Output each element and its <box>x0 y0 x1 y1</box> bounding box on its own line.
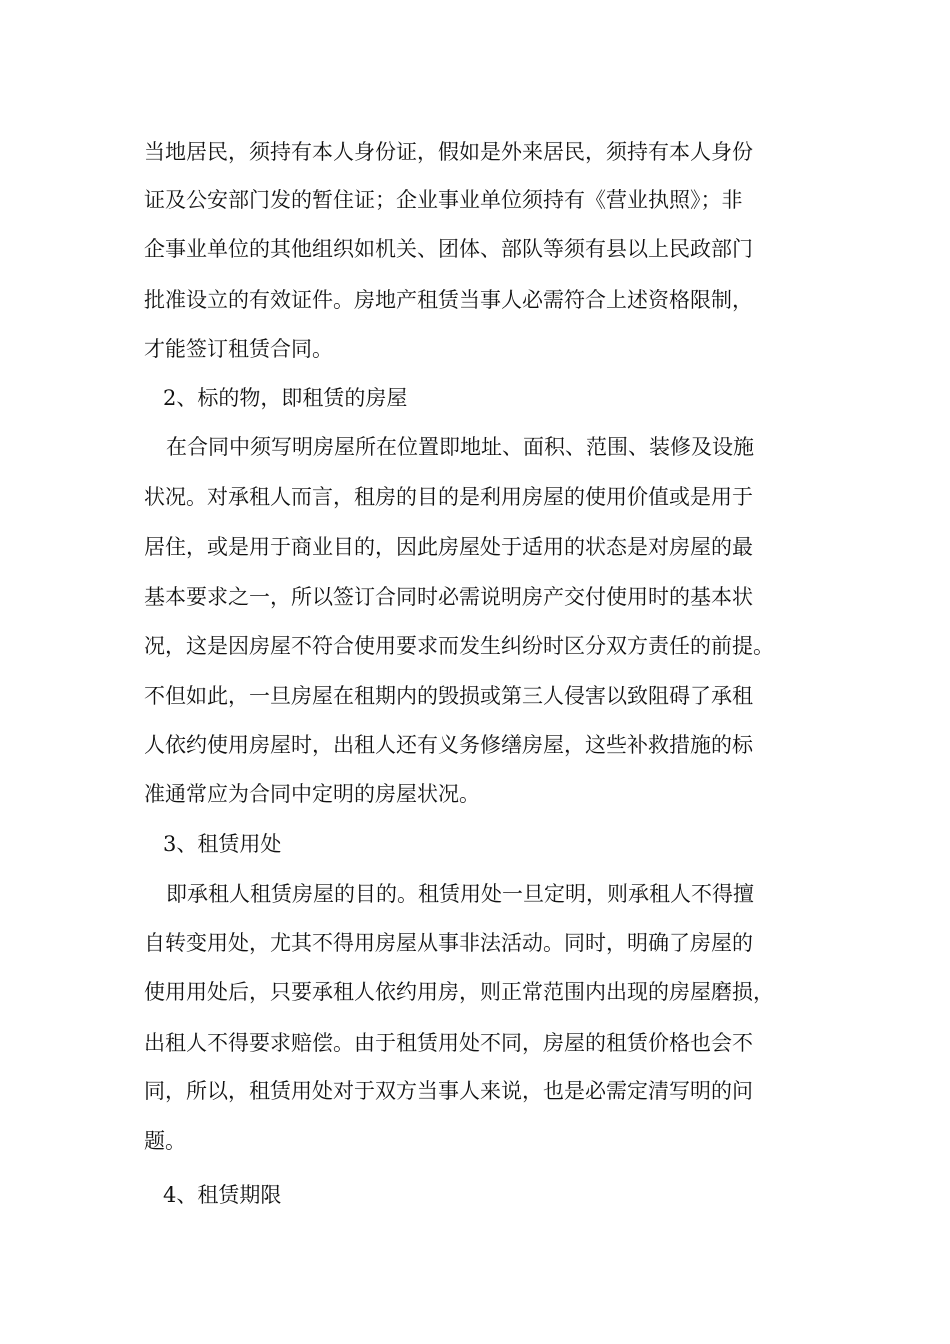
body-text-line: 出租人不得要求赔偿。由于租赁用处不同，房屋的租赁价格也会不 <box>144 1031 753 1055</box>
body-text-line: 居住，或是用于商业目的，因此房屋处于适用的状态是对房屋的最 <box>144 535 753 559</box>
body-text-line: 准通常应为合同中定明的房屋状况。 <box>144 782 480 806</box>
body-text-line: 同，所以，租赁用处对于双方当事人来说，也是必需定清写明的问 <box>144 1079 753 1103</box>
body-text-line: 在合同中须写明房屋所在位置即地址、面积、范围、装修及设施 <box>166 435 754 459</box>
body-text-line: 基本要求之一，所以签订合同时必需说明房产交付使用时的基本状 <box>144 585 753 609</box>
body-text-line: 状况。对承租人而言，租房的目的是利用房屋的使用价值或是用于 <box>144 485 753 509</box>
body-text-line: 证及公安部门发的暂住证；企业事业单位须持有《营业执照》；非 <box>144 188 743 212</box>
body-text-line: 才能签订租赁合同。 <box>144 337 333 361</box>
body-text-line: 使用用处后，只要承租人依约用房，则正常范围内出现的房屋磨损， <box>144 980 774 1004</box>
body-text-line: 人依约使用房屋时，出租人还有义务修缮房屋，这些补救措施的标 <box>144 733 753 757</box>
section-heading: 4、租赁期限 <box>163 1183 282 1207</box>
body-text-line: 自转变用处，尤其不得用房屋从事非法活动。同时，明确了房屋的 <box>144 931 753 955</box>
body-text-line: 不但如此，一旦房屋在租期内的毁损或第三人侵害以致阻碍了承租 <box>144 684 753 708</box>
body-text-line: 企事业单位的其他组织如机关、团体、部队等须有县以上民政部门 <box>144 237 753 261</box>
body-text-line: 即承租人租赁房屋的目的。租赁用处一旦定明，则承租人不得擅 <box>166 882 754 906</box>
body-text-line: 当地居民，须持有本人身份证，假如是外来居民，须持有本人身份 <box>144 140 753 164</box>
section-heading: 3、租赁用处 <box>163 832 282 856</box>
body-text-line: 题。 <box>144 1129 186 1153</box>
section-heading: 2、标的物，即租赁的房屋 <box>163 386 408 410</box>
body-text-line: 况，这是因房屋不符合使用要求而发生纠纷时区分双方责任的前提。 <box>144 634 774 658</box>
body-text-line: 批准设立的有效证件。房地产租赁当事人必需符合上述资格限制， <box>144 288 753 312</box>
